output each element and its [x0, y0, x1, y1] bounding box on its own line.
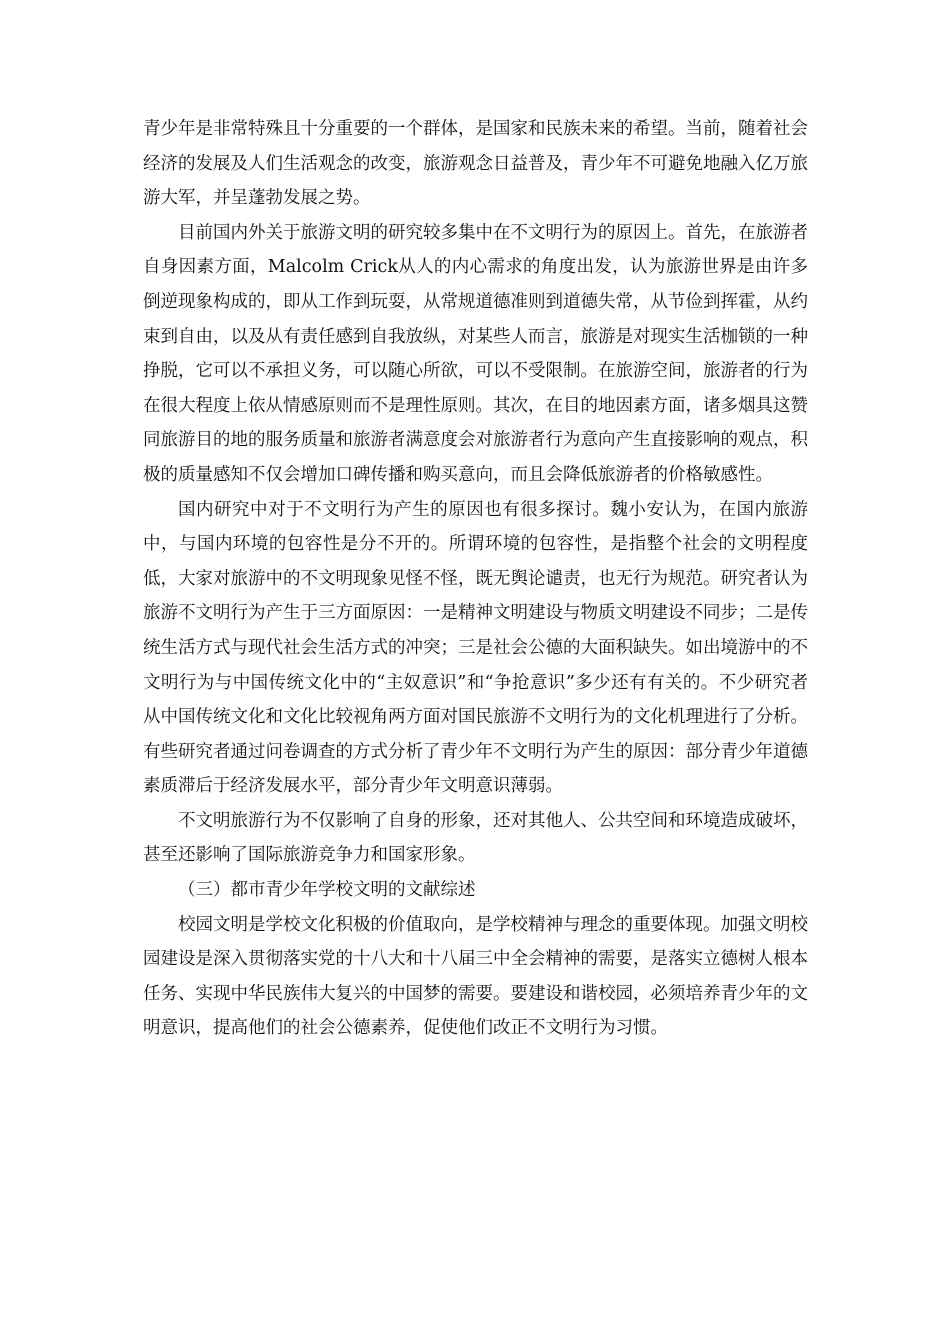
document-body: [143, 112, 808, 1046]
section-heading: （三）都市青少年学校文明的文献综述: [178, 880, 476, 901]
paragraph-impact: 不文明旅游行为不仅影响了自身的形象，还对其他人、公共空间和环境造成破坏，甚至还影响了国际旅游竞争力和国家形象。: [143, 810, 808, 866]
paragraph-research-overview: 目前国内外关于旅游文明的研究较多集中在不文明行为的原因上。首先，在旅游者自身因素方面，Malcolm Crick从人的内心需求的角度出发，认为旅游世界是由许多倒逆现象构成的，即从工作到玩耍，从常规道德准则到道德失常，从节俭到挥霍，从约束到自由，以及从有责任感到自我放纵，对某些人而言，旅游是对现实生活枷锁的一种挣脱，它可以不承担义务，可以随心所欲，可以不受限制。在旅游空间，旅游者的行为在很大程度上依从情感原则而不是理性原则。其次，在目的地因素方面，诸多烟具这赞同旅游目的地的服务质量和旅游者满意度会对旅游者行为意向产生直接影响的观点，积极的质量感知不仅会增加口碑传播和购买意向，而且会降低旅游者的价格敏感性。: [143, 222, 808, 485]
paragraph-intro: 青少年是非常特殊且十分重要的一个群体，是国家和民族未来的希望。当前，随着社会经济的发展及人们生活观念的改变，旅游观念日益普及，青少年不可避免地融入亿万旅游大军，并呈蓬勃发展之势。: [143, 119, 808, 209]
paragraph-domestic-research: 国内研究中对于不文明行为产生的原因也有很多探讨。魏小安认为，在国内旅游中，与国内环境的包容性是分不开的。所谓环境的包容性，是指整个社会的文明程度低，大家对旅游中的不文明现象见怪不怪，既无舆论谴责，也无行为规范。研究者认为旅游不文明行为产生于三方面原因：一是精神文明建设与物质文明建设不同步；二是传统生活方式与现代社会生活方式的冲突；三是社会公德的大面积缺失。如出境游中的不文明行为与中国传统文化中的“主奴意识”和“争抢意识”多少还有有关的。不少研究者从中国传统文化和文化比较视角两方面对国民旅游不文明行为的文化机理进行了分析。有些研究者通过问卷调查的方式分析了青少年不文明行为产生的原因：部分青少年道德素质滞后于经济发展水平，部分青少年文明意识薄弱。: [143, 499, 808, 797]
paragraph-campus-civilization: 校园文明是学校文化积极的价值取向，是学校精神与理念的重要体现。加强文明校园建设是深入贯彻落实党的十八大和十八届三中全会精神的需要，是落实立德树人根本任务、实现中华民族伟大复兴的中国梦的需要。要建设和谐校园，必须培养青少年的文明意识，提高他们的社会公德素养，促使他们改正不文明行为习惯。: [143, 914, 808, 1039]
